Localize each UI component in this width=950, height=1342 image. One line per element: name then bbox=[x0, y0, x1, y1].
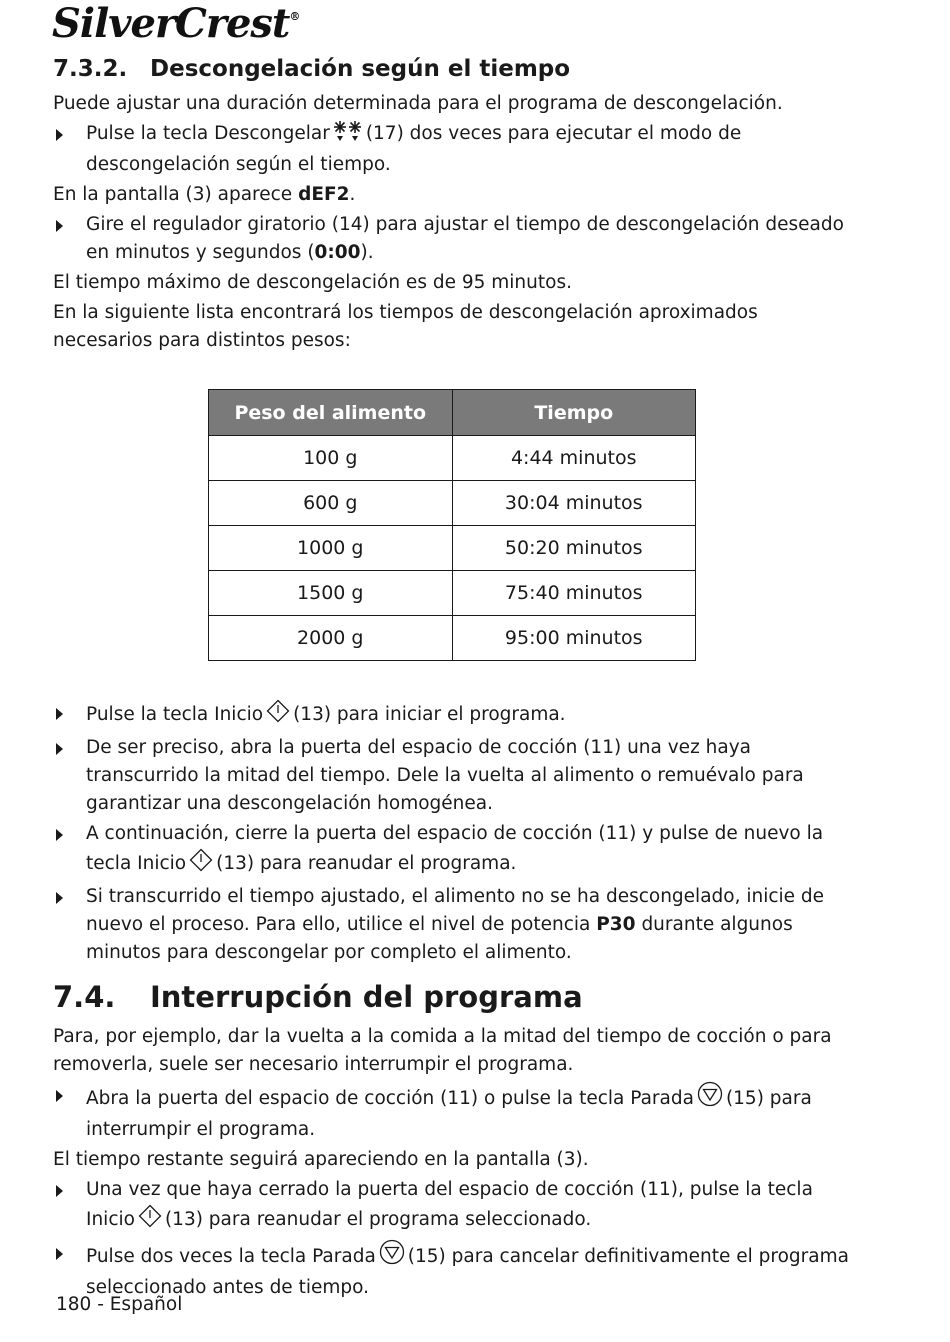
bullet-item bbox=[53, 211, 853, 267]
start-diamond-icon bbox=[138, 1204, 162, 1237]
cell-weight: 100 g bbox=[209, 436, 453, 481]
section-number: 7.4. bbox=[53, 980, 116, 1014]
start-diamond-icon bbox=[189, 848, 213, 881]
table-header-time: Tiempo bbox=[452, 390, 696, 436]
table-row bbox=[209, 526, 696, 571]
table-header-row bbox=[209, 390, 696, 436]
cell-weight: 2000 g bbox=[209, 616, 453, 661]
text: . bbox=[349, 184, 356, 205]
stop-triangle-icon bbox=[697, 1081, 723, 1116]
bullet-text: Gire el regulador giratorio (14) para ajustar el tiempo de descongelación deseado en minutos y segundos ( bbox=[86, 214, 844, 263]
bullet-item bbox=[53, 820, 853, 881]
paragraph bbox=[53, 181, 853, 209]
cell-time: 75:40 minutos bbox=[452, 571, 696, 616]
brand-logo bbox=[52, 0, 299, 47]
bullet-text: A continuación, cierre la puerta del espacio de cocción (11) y pulse de nuevo la tecla Inicio bbox=[86, 823, 824, 874]
registered-mark: ® bbox=[289, 10, 300, 23]
defrost-table-wrapper bbox=[208, 389, 853, 661]
bullet-text: durante algunos minutos para descongelar por completo el alimento. bbox=[86, 914, 793, 963]
bullet-text: Una vez que haya cerrado la puerta del espacio de cocción (11), pulse la tecla Inicio bbox=[86, 1179, 813, 1230]
power-level: P30 bbox=[596, 914, 636, 935]
section-title: Descongelación según el tiempo bbox=[150, 56, 571, 82]
cell-time: 95:00 minutos bbox=[452, 616, 696, 661]
section-number: 7.3.2. bbox=[53, 56, 128, 82]
cell-weight: 1500 g bbox=[209, 571, 453, 616]
bullet-item bbox=[53, 1176, 853, 1237]
cell-weight: 1000 g bbox=[209, 526, 453, 571]
paragraph: El tiempo restante seguirá apareciendo en la pantalla (3). bbox=[53, 1149, 589, 1170]
start-diamond-icon bbox=[266, 699, 290, 732]
page-footer: 180 - Español bbox=[56, 1294, 183, 1315]
section-title: Interrupción del programa bbox=[150, 980, 583, 1014]
bullet-item bbox=[53, 883, 853, 967]
page-content bbox=[53, 50, 853, 1304]
bullet-text: ). bbox=[360, 242, 374, 263]
table-row bbox=[209, 481, 696, 526]
bullet-text: Abra la puerta del espacio de cocción (11) o pulse la tecla Parada bbox=[86, 1088, 694, 1109]
bullet-item bbox=[53, 699, 853, 732]
table-header-weight: Peso del alimento bbox=[209, 390, 453, 436]
bullet-text: (13) para iniciar el programa. bbox=[293, 704, 566, 725]
paragraph: En la siguiente lista encontrará los tiempos de descongelación aproximados necesarios para distintos pesos: bbox=[53, 302, 758, 351]
bullet-text: Pulse dos veces la tecla Parada bbox=[86, 1246, 376, 1267]
bullet-text: (13) para reanudar el programa seleccionado. bbox=[164, 1209, 592, 1230]
section-heading-7-3-2 bbox=[53, 50, 853, 88]
intro-paragraph: Para, por ejemplo, dar la vuelta a la comida a la mitad del tiempo de cocción o para removerla, suele ser necesario interrumpir el programa. bbox=[53, 1026, 832, 1075]
bullet-item bbox=[53, 120, 853, 179]
paragraph: El tiempo máximo de descongelación es de 95 minutos. bbox=[53, 272, 572, 293]
table-row bbox=[209, 616, 696, 661]
display-code: 0:00 bbox=[314, 242, 361, 263]
table-row bbox=[209, 436, 696, 481]
bullet-text: Pulse la tecla Descongelar bbox=[86, 123, 330, 144]
cell-time: 4:44 minutos bbox=[452, 436, 696, 481]
display-code: dEF2 bbox=[298, 184, 350, 205]
intro-paragraph: Puede ajustar una duración determinada para el programa de descongelación. bbox=[53, 93, 783, 114]
cell-time: 30:04 minutos bbox=[452, 481, 696, 526]
brand-name: SilverCrest bbox=[52, 0, 290, 47]
bullet-text: Pulse la tecla Inicio bbox=[86, 704, 264, 725]
bullet-text: (15) para cancelar definitivamente el programa seleccionado antes de tiempo. bbox=[86, 1246, 849, 1298]
bullet-text: Si transcurrido el tiempo ajustado, el alimento no se ha descongelado, inicie de nuevo el proceso. Para ello, utilice el nivel de potencia bbox=[86, 886, 825, 935]
cell-time: 50:20 minutos bbox=[452, 526, 696, 571]
table-row bbox=[209, 571, 696, 616]
bullet-text: (15) para interrumpir el programa. bbox=[86, 1088, 812, 1140]
cell-weight: 600 g bbox=[209, 481, 453, 526]
bullet-text: (13) para reanudar el programa. bbox=[216, 853, 517, 874]
bullet-text: (17) dos veces para ejecutar el modo de descongelación según el tiempo. bbox=[86, 123, 742, 175]
bullet-item: De ser preciso, abra la puerta del espacio de cocción (11) una vez haya transcurrido la mitad del tiempo. Dele la vuelta al alimento o remuévalo para garantizar una descongelación homogénea. bbox=[53, 734, 853, 818]
defrost-times-table bbox=[208, 389, 696, 661]
snowflake-icon bbox=[333, 120, 363, 151]
section-heading-7-4 bbox=[53, 975, 853, 1019]
bullet-item bbox=[53, 1239, 853, 1302]
bullet-item bbox=[53, 1081, 853, 1144]
stop-triangle-icon bbox=[379, 1239, 405, 1274]
text: En la pantalla (3) aparece bbox=[53, 184, 293, 205]
